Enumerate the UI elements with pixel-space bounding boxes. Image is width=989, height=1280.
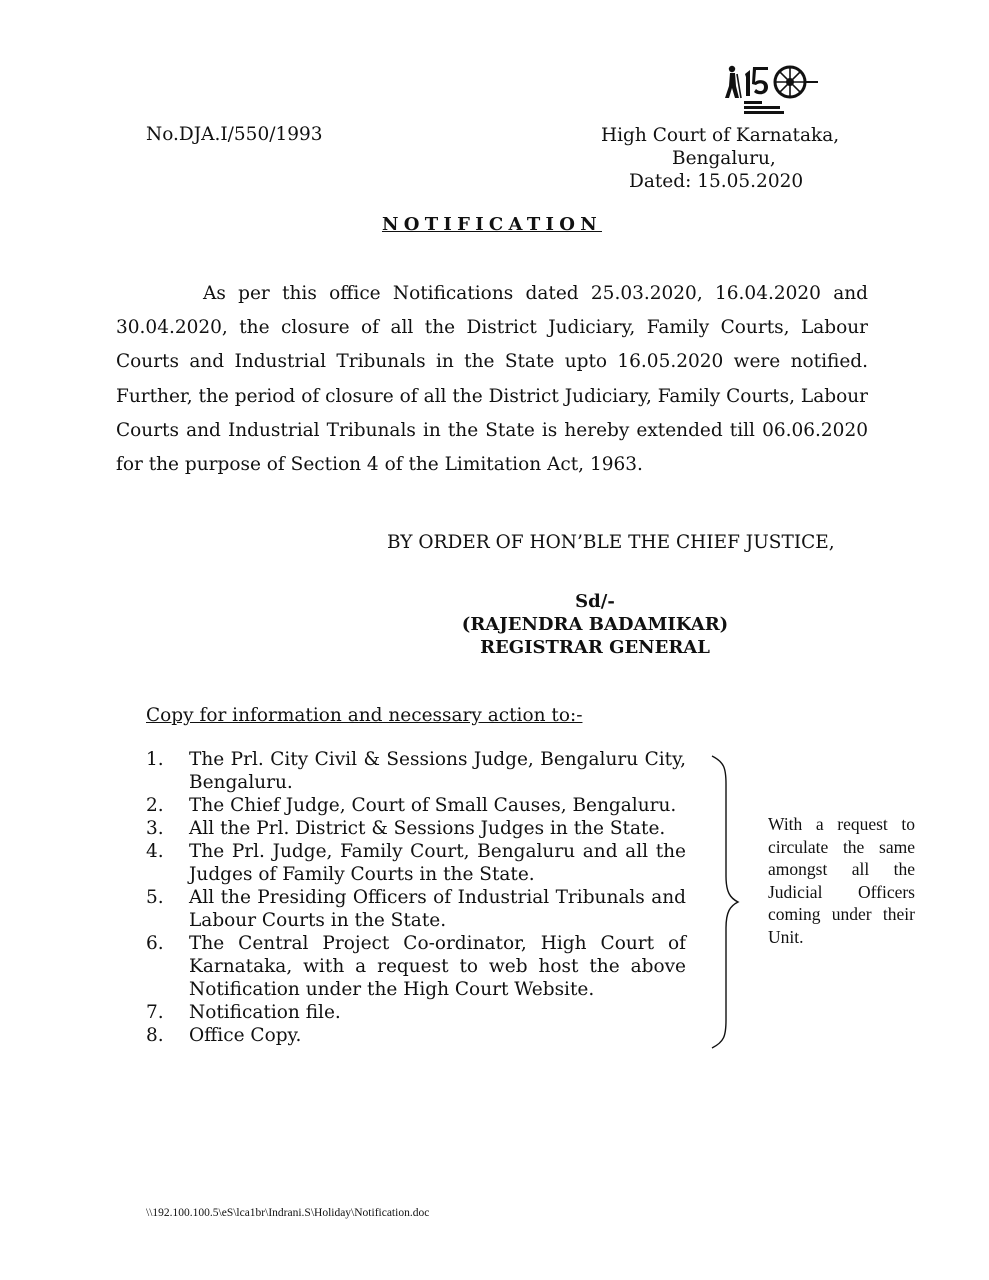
address-line-court: High Court of Karnataka,	[601, 125, 840, 146]
list-item	[146, 817, 686, 840]
list-item-number: 6.	[146, 933, 164, 954]
gandhi-150-emblem-icon	[722, 62, 820, 120]
signature-block	[440, 590, 750, 659]
reference-number: No.DJA.I/550/1993	[146, 124, 323, 145]
list-item	[146, 932, 686, 1001]
list-item-text: All the Presiding Officers of Industrial Tribunals and Labour Courts in the State.	[189, 887, 686, 931]
list-item-text: The Chief Judge, Court of Small Causes, Bengaluru.	[189, 795, 677, 816]
list-item-number: 7.	[146, 1002, 164, 1023]
file-path-footer: \\192.100.100.5\eS\lca1br\Indrani.S\Holiday\Notification.doc	[146, 1207, 430, 1219]
list-item	[146, 886, 686, 932]
side-note: With a request to circulate the same amongst all the Judicial Officers coming under their Unit.	[768, 814, 915, 947]
list-item-text: Notification file.	[189, 1002, 341, 1023]
list-item	[146, 1024, 686, 1047]
list-item	[146, 1001, 686, 1024]
list-item-text: All the Prl. District & Sessions Judges in the State.	[189, 818, 666, 839]
signatory-name: (RAJENDRA BADAMIKAR)	[461, 614, 729, 635]
list-item-text: The Prl. City Civil & Sessions Judge, Bengaluru City, Bengaluru.	[189, 749, 686, 793]
signatory-designation: REGISTRAR GENERAL	[480, 637, 710, 658]
list-item	[146, 840, 686, 886]
list-item-number: 3.	[146, 818, 164, 839]
signature-sd: Sd/-	[575, 591, 615, 612]
list-item-number: 8.	[146, 1025, 164, 1046]
list-item	[146, 748, 686, 794]
curly-brace-icon	[706, 754, 746, 1050]
order-line: BY ORDER OF HON’BLE THE CHIEF JUSTICE,	[387, 532, 835, 553]
list-item	[146, 794, 686, 817]
recipient-list	[146, 748, 686, 1047]
court-address	[590, 124, 860, 193]
list-item-text: The Prl. Judge, Family Court, Bengaluru and all the Judges of Family Courts in the State.	[189, 841, 686, 885]
list-item-text: Office Copy.	[189, 1025, 302, 1046]
list-item-number: 4.	[146, 841, 164, 862]
gandhi-150-logo	[722, 62, 820, 120]
address-line-city: Bengaluru,	[672, 148, 776, 169]
document-title: NOTIFICATION	[381, 214, 602, 235]
notification-body: As per this office Notifications dated 25.03.2020, 16.04.2020 and 30.04.2020, the closure of all the District Judiciary, Family Courts, Labour Courts and Industrial Tribunals in the State upto 16.05.2020 were notified. Further, the period of closure of all the District Judiciary, Family Courts, Labour Courts and Industrial Tribunals in the State is hereby extended till 06.06.2020 for the purpose of Section 4 of the Limitation Act, 1963.	[116, 283, 868, 476]
list-item-number: 5.	[146, 887, 164, 908]
list-item-number: 2.	[146, 795, 164, 816]
list-item-number: 1.	[146, 749, 164, 770]
list-item-text: The Central Project Co-ordinator, High Court of Karnataka, with a request to web host the above Notification under the High Court Website.	[189, 933, 686, 1000]
notification-date: Dated: 15.05.2020	[629, 171, 804, 192]
right-brace	[706, 754, 746, 1050]
copy-to-heading: Copy for information and necessary action to:-	[146, 705, 583, 726]
